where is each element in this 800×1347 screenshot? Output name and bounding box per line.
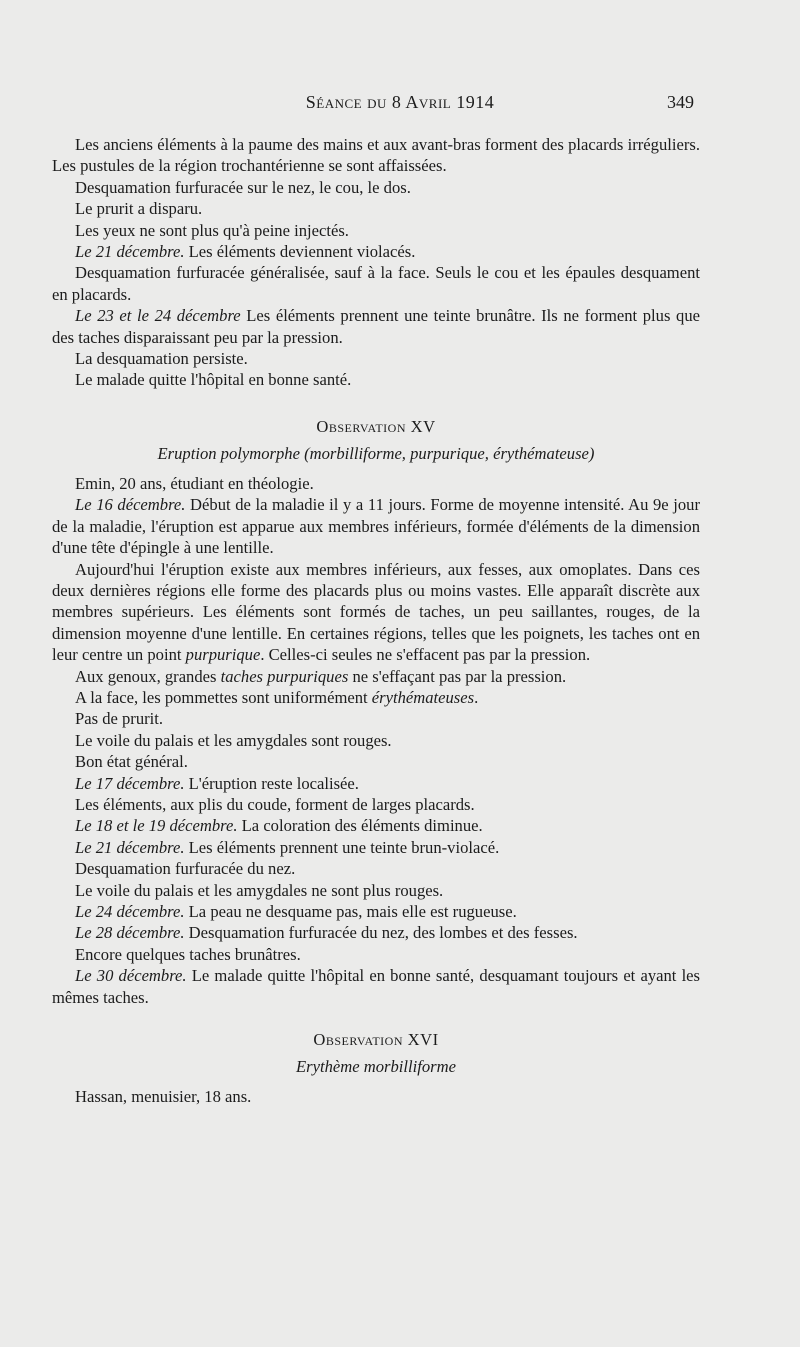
paragraph: Le voile du palais et les amygdales sont rouges. — [75, 730, 392, 750]
dated-entry — [52, 773, 700, 794]
entry-text: Les éléments prennent une teinte brun-violacé. — [184, 837, 500, 857]
entry-text: L'éruption reste localisée. — [184, 773, 359, 793]
entry-text: La coloration des éléments diminue. — [237, 816, 483, 836]
text-run: ne s'effaçant pas par la pression. — [348, 666, 567, 686]
observation-subtitle: Eruption polymorphe (morbilliforme, purpurique, érythémateuse) — [157, 443, 595, 463]
dated-entry — [52, 922, 700, 943]
entry-date: Le 24 décembre. — [75, 902, 185, 921]
paragraph — [52, 687, 700, 708]
paragraph: Bon état général. — [75, 752, 188, 772]
entry-date: Le 28 décembre. — [75, 923, 185, 943]
emphasis: purpurique — [185, 645, 261, 665]
text-run: Aux genoux, grandes — [75, 666, 221, 686]
dated-entry — [52, 305, 700, 348]
observation-title: Observation XV — [316, 416, 436, 436]
entry-text: Début de la maladie il y a 11 jours. Forme de moyenne intensité. Au 9e jour de la maladie, l'éruption est apparue aux membres inférieurs, formée d'éléments de la dimension d'une tête d'épingle à une lentille. — [52, 495, 700, 558]
text-run: . Celles-ci seules ne s'effacent pas par la pression. — [260, 645, 591, 665]
entry-text: Le malade quitte l'hôpital en bonne santé, desquamant toujours et ayant les mêmes taches. — [52, 966, 701, 1007]
entry-text: Les éléments deviennent violacés. — [184, 242, 416, 262]
text-run: Aujourd'hui l'éruption existe aux membres inférieurs, aux fesses, aux omoplates. Dans ces deux dernières régions elle forme des placards plus ou moins vastes. Elle apparaît discrète aux membres supérieurs. Les éléments sont formés de taches, un peu saillantes, rouges, de la dimension moyenne d'une lentille. En certaines régions, telles que les poignets, les taches ont en leur centre un point — [52, 559, 700, 665]
paragraph — [52, 666, 700, 687]
paragraph: Le prurit a disparu. — [75, 199, 203, 219]
observation-title: Observation XVI — [313, 1030, 439, 1050]
dated-entry — [52, 815, 700, 836]
paragraph: Desquamation furfuracée sur le nez, le cou, le dos. — [75, 177, 411, 197]
entry-date: Le 21 décembre. — [75, 242, 185, 262]
page-number: 349 — [667, 92, 694, 112]
paragraph: Le malade quitte l'hôpital en bonne santé. — [75, 370, 352, 390]
text-run: A la face, les pommettes sont uniformément — [75, 687, 372, 707]
entry-date: Le 30 décembre. — [75, 966, 187, 986]
body-text — [52, 134, 700, 1107]
paragraph: Les anciens éléments à la paume des mains et aux avant-bras forment des placards irréguliers. Les pustules de la région trochantérienne se sont affaissées. — [52, 135, 700, 176]
observation-subtitle: Erythème morbilliforme — [296, 1057, 456, 1077]
running-title: Séance du 8 Avril 1914 — [305, 92, 495, 112]
entry-date: Le 17 décembre. — [75, 773, 185, 793]
paragraph: Le voile du palais et les amygdales ne sont plus rouges. — [75, 880, 444, 900]
page-header — [0, 92, 800, 118]
entry-date: Le 18 et le 19 décembre. — [75, 816, 238, 836]
paragraph: Les éléments, aux plis du coude, forment de larges placards. — [75, 794, 475, 814]
paragraph: Hassan, menuisier, 18 ans. — [75, 1087, 252, 1107]
paragraph: Pas de prurit. — [75, 709, 164, 729]
paragraph: La desquamation persiste. — [75, 349, 248, 369]
dated-entry — [52, 494, 700, 558]
entry-date: Le 16 décembre. — [75, 495, 186, 515]
entry-date: Le 21 décembre. — [75, 837, 185, 857]
paragraph: Encore quelques taches brunâtres. — [75, 944, 301, 964]
paragraph: Les yeux ne sont plus qu'à peine injectés. — [75, 220, 349, 240]
entry-text: La peau ne desquame pas, mais elle est rugueuse. — [184, 902, 517, 921]
entry-text: Desquamation furfuracée du nez, des lombes et des fesses. — [184, 923, 578, 943]
paragraph — [52, 559, 700, 666]
paragraph: Desquamation furfuracée du nez. — [75, 859, 296, 879]
emphasis: érythémateuses — [371, 687, 475, 707]
text-run: . — [474, 687, 479, 707]
dated-entry — [52, 837, 700, 858]
paragraph: Emin, 20 ans, étudiant en théologie. — [75, 473, 314, 493]
entry-text: Les éléments prennent une teinte brunâtre. Ils ne forment plus que des taches disparaissant peu par la pression. — [52, 306, 700, 347]
dated-entry — [52, 965, 700, 1008]
entry-date: Le 23 et le 24 décembre — [75, 306, 241, 326]
emphasis: taches purpuriques — [220, 666, 349, 686]
dated-entry — [52, 241, 700, 262]
dated-entry — [52, 901, 700, 922]
paragraph: Desquamation furfuracée généralisée, sauf à la face. Seuls le cou et les épaules desquament en placards. — [52, 263, 700, 304]
